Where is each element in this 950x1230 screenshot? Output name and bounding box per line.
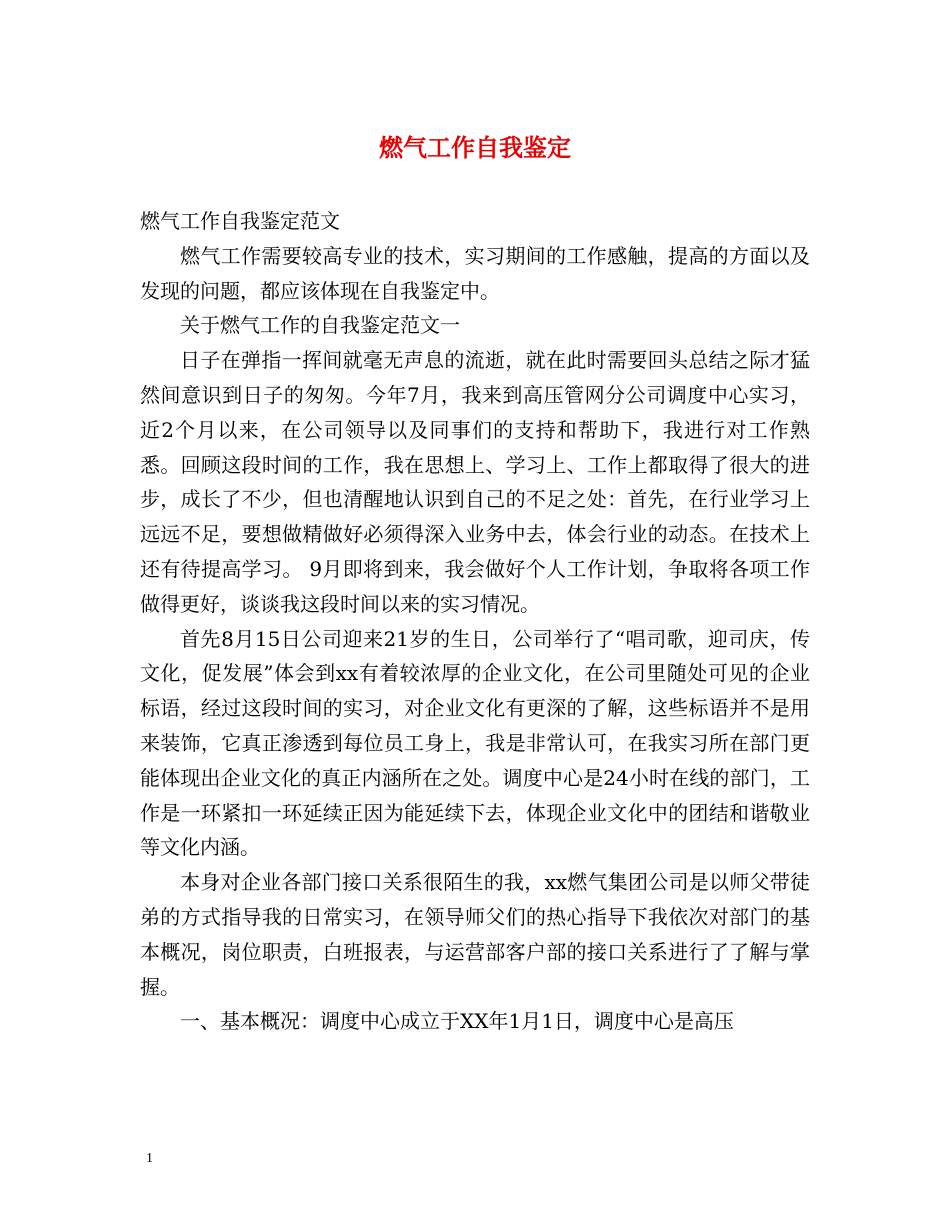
body-paragraph: 一、基本概况：调度中心成立于XX年1月1日，调度中心是高压	[180, 1009, 734, 1034]
page-number: 1	[146, 1151, 153, 1166]
body-paragraph: 本身对企业各部门接口关系很陌生的我，xx燃气集团公司是以师父带徒弟的方式指导我的日常实习，在领导师父们的热心指导下我依次对部门的基本概况，岗位职责，白班报表，与运营部客户部的接口关系进行了了解与掌握。	[140, 870, 810, 999]
document-body	[140, 204, 810, 1039]
body-paragraph: 首先8月15日公司迎来21岁的生日，公司举行了“唱司歌，迎司庆，传文化，促发展”体会到xx有着较浓厚的企业文化，在公司里随处可见的企业标语，经过这段时间的实习，对企业文化有更深的了解，这些标语并不是用来装饰，它真正渗透到每位员工身上，我是非常认可，在我实习所在部门更能体现出企业文化的真正内涵所在之处。调度中心是24小时在线的部门，工作是一环紧扣一环延续正因为能延续下去，体现企业文化中的团结和谐敬业等文化内涵。	[140, 626, 810, 860]
intro-paragraph: 燃气工作需要较高专业的技术，实习期间的工作感触，提高的方面以及发现的问题，都应该体现在自我鉴定中。	[140, 243, 810, 303]
section-heading: 燃气工作自我鉴定范文	[140, 209, 340, 233]
document-title: 燃气工作自我鉴定	[379, 133, 571, 162]
sub-heading: 关于燃气工作的自我鉴定范文一	[180, 313, 460, 338]
body-paragraph: 日子在弹指一挥间就毫无声息的流逝，就在此时需要回头总结之际才猛然间意识到日子的匆匆。今年7月，我来到高压管网分公司调度中心实习，近2个月以来，在公司领导以及同事们的支持和帮助下，我进行对工作熟悉。回顾这段时间的工作，我在思想上、学习上、工作上都取得了很大的进步，成长了不少，但也清醒地认识到自己的不足之处：首先，在行业学习上远远不足，要想做精做好必须得深入业务中去，体会行业的动态。在技术上还有待提高学习。 9月即将到来，我会做好个人工作计划，争取将各项工作做得更好，谈谈我这段时间以来的实习情况。	[140, 348, 810, 616]
